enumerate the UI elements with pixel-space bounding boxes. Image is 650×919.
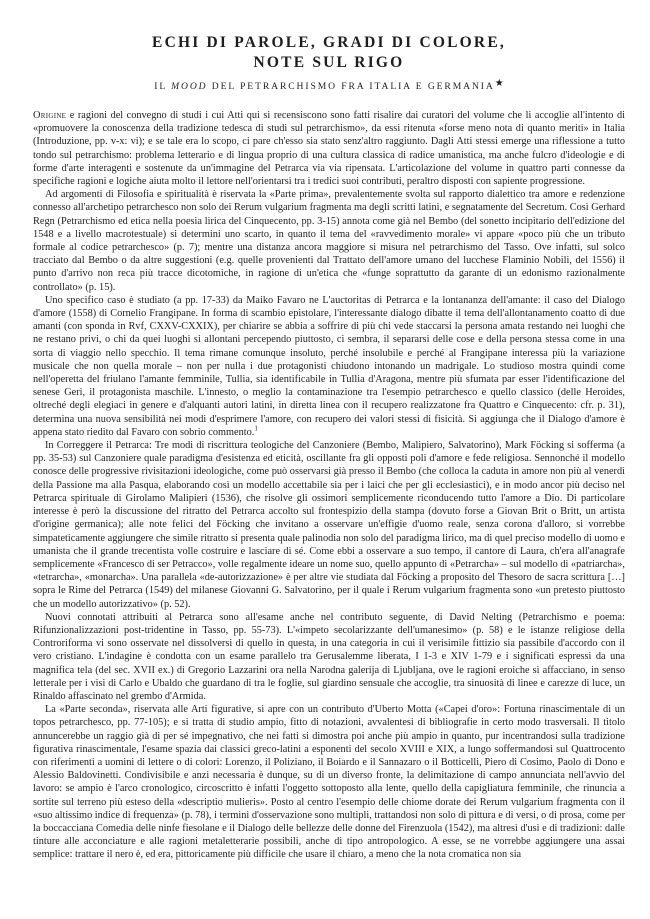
paragraph-1 <box>33 109 625 188</box>
paragraph-2: Ad argomenti di Filosofia e spiritualità è riservata la «Parte prima», prevalentemente svolta sul rapporto dialettico tra amore e redenzione connesso all'archetipo petrarchesco non solo dei Rerum vulgarium fragmenta ma degli scritti latini, e segnatamente del Secretum. Così Gerhard Regn (Petrarchismo ed etica nella poesia lirica del Cinquecento, pp. 3-15) annota come già nel Bembo (del sonetto incipitario dell'edizione del 1548 e a livello macrotestuale) si determini uno scarto, in quanto il tema del «ravvedimento morale» vi appare «poco più che un tributo formale al codice petrarchesco» (p. 7); mentre una distanza ancora maggiore si misura nel petrarchismo del Tasso. Ove infatti, sul solco tracciato dal Bembo o da altre suggestioni (e.g. quelle provenienti dal Trattato dell'amore umano del lucchese Flaminio Nobili, del 1556) il punto d'arrivo non reca più tracce dicotomiche, in ragione di un'etica che «funge soprattutto da garante di un edonismo razionalmente controllato» (p. 15). <box>33 189 625 293</box>
lead-word: Origine <box>33 110 67 121</box>
paragraph-6: La «Parte seconda», riservata alle Arti figurative, si apre con un contributo d'Uberto Motta («Capei d'oro»: Fortuna rinascimentale di un topos petrarchesco, pp. 77-105); e si tratta di studio ampio, fitto di notazioni, avvalentesi di bibliografie in certo modo trasversali. Il titolo annuncerebbe un raggio già di per sé impegnativo, che nei fatti si dimostra poi anche più ampio in quanto, pur incentrandosi sulla tradizione figurativa rinascimentale, l'esame spazia dai classici greco-latini a esponenti del secolo XVIII e XIX, a lungo soffermandosi sul Quattrocento con riferimenti a uomini di lettere o di colori: Lorenzo, il Poliziano, il Boiardo e il Sannazaro o il Botticelli, Piero di Cosimo, Paolo di Dono e Alessio Baldovinetti. Condivisibile e anzi necessaria è dunque, su di un diverso fronte, la delimitazione di campo annunciata nell'avvio del lavoro: se ampio è l'arco cronologico, circoscritto è infatti l'oggetto sottoposto alla lente, quello della capigliatura femminile, che rinuncia a sortite sul terreno più esteso della «descriptio mulieris». Posto al centro l'esempio delle chiome dorate dei Rerum vulgarium fragmenta con il «suo altissimo indice di frequenza» (p. 78), i termini d'osservazione sono multipli, trattandosi non solo di pittura e di versi, o di prosa, come per la boccacciana Comedia delle ninfe fiesolane e il Dialogo delle bellezze delle donne del Firenzuola (1542), ma altresì d'usi e di tradizioni: dalle tinture alle acconciature e alle ragioni metaletterarie possibili, anche di tipo antropologico. A esse, se ne vorrebbe aggiungere una assai semplice: trattare il nero è, ed era, pittoricamente più difficile che usare il chiaro, a meno che la nota cromatica non sia <box>33 704 625 861</box>
paragraph-5: Nuovi connotati attribuiti al Petrarca sono all'esame anche nel contributo seguente, di David Nelting (Petrarchismo e poema: Rifunzionalizzazioni post-tridentine in Tasso, pp. 55-73). L'«impeto secolarizzante dell'umanesimo» (p. 58) e le istanze religiose della Controriforma vi sono osservate nel dissolversi di quello in questa, in una categoria in cui il verisimile fittizio sia passibile d'accordo con il vero cristiano. L'indagine è condotta con un esame parallelo tra Gerusalemme liberata, I 1-3 e XIV 1-79 e i significati espressi da una magnifica tela (del sec. XVII ex.) di Gregorio Lazzarini ora nella Narodna galerija di Ljubljana, ove le ragioni eroiche si affacciano, in senso letterale per i visi di Carlo e Ubaldo che guardano di tra le foglie, sul giardino sensuale che accoglie, tra sinuosità di linee e carezze di luce, un Rinaldo affascinato nel grembo d'Armida. <box>33 611 625 702</box>
paragraph-3-text: Uno specifico caso è studiato (a pp. 17-33) da Maiko Favaro ne L'auctoritas di Petrarca e la lontananza dell'amante: il caso del Dialogo d'amore (1558) di Cornelio Frangipane. In forma di scambio epistolare, l'interessante dialogo dibatte il tema dell'allontanamento coatto di due amanti (con sponda in Rvf, CXXV-CXXIX), per chiarire se abbia a soffrire di più chi vede staccarsi la persona amata restando nei luoghi che ne restano privi, o chi da quei luoghi si allontani percependo piuttosto, ci sembra, il separarsi delle cose e della persona stessa come in una sorta di viaggio nello specchio. Il tema rimane comunque insoluto, perché insolubile e perché al Frangipane interessa più la variazione musicale che non quella morale – non per nulla i due protagonisti chiudono intonando un madrigale. Lo studioso mostra quindi come nell'operetta del friulano l'amante femminile, Tullia, sia identificabile in Tullia d'Aragona, mentre più sfumata par esser l'identificazione del senese Geri, il protagonista maschile. L'innesto, o meglio la contaminazione tra l'esempio petrarchesco e quello classico (delle Heroides, oltreché degli elegiaci in genere e d'alquanti autori latini, in diretta linea con il recupero realizzatone fra Quattro e Cinquecento: cfr. p. 31), determina una nuova sensibilità nei modi d'esprimere l'amore, con recupero dei valori stessi di fisicità. Si aggiunga che il Dialogo d'amore è appena stato riedito dal Favaro con sobrio commento. <box>33 294 625 438</box>
subtitle-rest: DEL PETRARCHISMO FRA ITALIA E GERMANIA <box>207 81 495 92</box>
footnote-reference: 1 <box>254 424 258 433</box>
article-page <box>33 0 625 919</box>
subtitle-prefix: IL <box>154 81 172 92</box>
article-body <box>33 109 625 862</box>
paragraph-3 <box>33 294 625 439</box>
article-title-line-2: NOTE SUL RIGO <box>253 54 405 71</box>
footnote-marker: ★ <box>494 78 504 89</box>
article-title-line-1: ECHI DI PAROLE, GRADI DI COLORE, <box>152 34 506 51</box>
subtitle-italic-word: MOOD <box>171 81 208 92</box>
paragraph-1-text: e ragioni del convegno di studi i cui Atti qui si recensiscono sono fatti risalire dai curatori del volume che li accoglie all'intento di «promuovere la conoscenza della tradizione tedesca di studi sul petrarchismo», da essi ritenuta «forse meno nota di quanto meriti» in Italia (Introduzione, pp. v-x: vi); e se tale era lo scopo, ci pare ch'esso sia stato senz'altro raggiunto. Dagli Atti stessi emerge una riflessione a tutto tondo sul petrarchismo: problema letterario e di lingua proprio di una cultura classica di radice umanistica, ma anche fulcro d'ideologie e di forme d'arte interagenti e sostenute da un'immagine del Petrarca via via ripensata. L'articolazione del volume in quattro parti connesse da specifiche ragioni e logiche aiuta molto il lettore nell'orientarsi tra i tredici suoi contributi, peraltro disposti con sapiente progressione. <box>33 110 625 188</box>
article-subtitle <box>33 80 625 93</box>
paragraph-4: In Correggere il Petrarca: Tre modi di riscrittura teologiche del Canzoniere (Bembo, Malipiero, Salvatorino), Mark Föcking si sofferma (a pp. 35-53) sul Canzoniere quale paradigma d'esistenza ed eticità, oscillante fra gli opposti poli d'amore e fede religiosa. Sennonché il modello conosce delle progressive rivisitazioni ideologiche, come può osservarsi già presso il Bembo (che colloca la caduta in amore non più al venerdì della Passione ma alla Pasqua, elaborando così un modello accettabile sia per i laici che per gli ecclesiastici), e in modo ancor più deciso nel Petrarca spirituale di Girolamo Malipieri (1536), che risolve gli ossimori semplicemente riconducendo tutto l'amore a Dio. Di particolare interesse è però la discussione del ritratto del Petrarca accolto sul frontespizio della stampa (dovuto forse a Giovan Brit o Britt, un artista d'origine germanica); alle note felici del Föcking che invitano a osservare un'effigie d'uomo reale, senza corona d'alloro, si vorrebbe simpateticamente aggiungere che simile ritratto si presenta quale palinodia non solo del paradigma lirico, ma di quel preciso modello di uomo e umanista che il grande trecentista volle costruire e lasciare di sé. Come ebbi a osservare a suo tempo, il cantore di Laura, ch'era all'anagrafe semplicemente «Francesco di ser Petracco», volle regalmente idearе un nome suo, quello appunto di «Petrarcha» – sul modello di «patriarcha», «tetrarcha», «monarcha». Una parallela «de-autorizzazione» è per altre vie studiata dal Föcking a proposito del Thesoro de sacra scrittura […] sopra le Rime del Petrarca (1549) del milanese Giovanni G. Salvatorino, per il quale i Rerum vulgarium fragmenta sono «un pretesto piuttosto che un modello autorizzativo» (p. 52). <box>33 440 625 610</box>
